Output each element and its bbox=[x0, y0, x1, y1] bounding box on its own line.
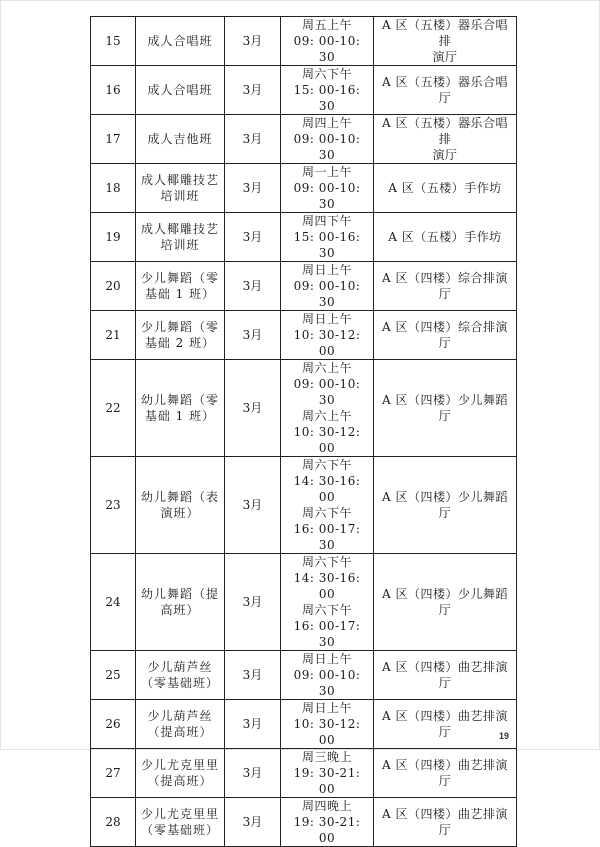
month-cell: 3月 bbox=[225, 17, 281, 66]
page-number: 19 bbox=[498, 731, 509, 741]
time-cell bbox=[281, 311, 374, 360]
location-cell bbox=[374, 311, 517, 360]
class-name-cell-line: 基础 1 班） bbox=[144, 287, 216, 301]
class-name-cell bbox=[136, 17, 225, 66]
location-cell-line: A 区（四楼）曲艺排演厅 bbox=[382, 758, 508, 788]
class-name-cell-line: 基础 1 班） bbox=[144, 409, 216, 423]
month-cell: 3月 bbox=[225, 213, 281, 262]
time-cell bbox=[281, 651, 374, 700]
time-cell bbox=[281, 554, 374, 651]
class-name-cell-line: 少儿葫芦丝 bbox=[147, 660, 213, 674]
time-cell-line: 周四上午 bbox=[301, 116, 352, 130]
location-cell-line: A 区（四楼）综合排演厅 bbox=[382, 271, 508, 301]
schedule-table bbox=[90, 16, 517, 847]
class-name-cell-line: （零基础班） bbox=[140, 676, 219, 690]
class-name-cell-line: 成人吉他班 bbox=[147, 132, 213, 146]
class-name-cell bbox=[136, 749, 225, 798]
table-row bbox=[91, 749, 517, 798]
month-cell: 3月 bbox=[225, 798, 281, 847]
class-name-cell-line: 高班） bbox=[160, 603, 200, 617]
location-cell bbox=[374, 115, 517, 164]
location-cell bbox=[374, 798, 517, 847]
class-name-cell bbox=[136, 213, 225, 262]
location-cell bbox=[374, 262, 517, 311]
time-cell-line: 周五上午 bbox=[301, 18, 352, 32]
row-number-cell: 25 bbox=[91, 651, 136, 700]
time-cell bbox=[281, 213, 374, 262]
time-cell-line: 15: 00-16: 30 bbox=[293, 230, 361, 260]
class-name-cell-line: 成人椰雕技艺 bbox=[140, 222, 219, 236]
class-name-cell bbox=[136, 262, 225, 311]
row-number-cell: 23 bbox=[91, 457, 136, 554]
location-cell-line: A 区（五楼）器乐合唱排 bbox=[382, 18, 508, 48]
month-cell: 3月 bbox=[225, 360, 281, 457]
time-cell bbox=[281, 164, 374, 213]
time-cell-line: 10: 30-12: 00 bbox=[293, 328, 361, 358]
time-cell bbox=[281, 798, 374, 847]
class-name-cell-line: （提高班） bbox=[147, 774, 213, 788]
month-cell: 3月 bbox=[225, 262, 281, 311]
class-name-cell-line: 少儿尤克里里 bbox=[140, 758, 219, 772]
class-name-cell-line: 演班） bbox=[160, 506, 200, 520]
row-number-cell: 24 bbox=[91, 554, 136, 651]
time-cell-line: 14: 30-16: 00 bbox=[293, 571, 361, 601]
location-cell-line: A 区（五楼）器乐合唱厅 bbox=[382, 75, 508, 105]
time-cell-line: 周六下午 bbox=[301, 603, 352, 617]
time-cell bbox=[281, 115, 374, 164]
class-name-cell bbox=[136, 115, 225, 164]
time-cell-line: 周六上午 bbox=[301, 361, 352, 375]
location-cell-line: A 区（五楼）器乐合唱排 bbox=[382, 116, 508, 146]
time-cell-line: 周日上午 bbox=[301, 312, 352, 326]
class-name-cell-line: 幼儿舞蹈（提 bbox=[140, 587, 219, 601]
time-cell-line: 19: 30-21: 00 bbox=[293, 815, 361, 845]
time-cell bbox=[281, 749, 374, 798]
location-cell-line: A 区（四楼）少儿舞蹈厅 bbox=[382, 393, 508, 423]
location-cell bbox=[374, 360, 517, 457]
location-cell-line: A 区（四楼）曲艺排演厅 bbox=[382, 807, 508, 837]
row-number-cell: 21 bbox=[91, 311, 136, 360]
table-row bbox=[91, 66, 517, 115]
month-cell: 3月 bbox=[225, 700, 281, 749]
class-name-cell bbox=[136, 457, 225, 554]
time-cell-line: 10: 30-12: 00 bbox=[293, 425, 361, 455]
table-row bbox=[91, 457, 517, 554]
location-cell-line: A 区（四楼）曲艺排演厅 bbox=[382, 660, 508, 690]
table-row bbox=[91, 164, 517, 213]
row-number-cell: 17 bbox=[91, 115, 136, 164]
month-cell: 3月 bbox=[225, 164, 281, 213]
row-number-cell: 15 bbox=[91, 17, 136, 66]
class-name-cell bbox=[136, 311, 225, 360]
class-name-cell bbox=[136, 66, 225, 115]
table-row bbox=[91, 115, 517, 164]
class-name-cell bbox=[136, 798, 225, 847]
class-name-cell-line: 少儿舞蹈（零 bbox=[140, 320, 219, 334]
class-name-cell-line: 培训班 bbox=[160, 189, 200, 203]
row-number-cell: 28 bbox=[91, 798, 136, 847]
time-cell-line: 10: 30-12: 00 bbox=[293, 717, 361, 747]
schedule-table-body bbox=[91, 17, 517, 847]
month-cell: 3月 bbox=[225, 311, 281, 360]
time-cell-line: 14: 30-16: 00 bbox=[293, 474, 361, 504]
location-cell bbox=[374, 700, 517, 749]
table-row bbox=[91, 360, 517, 457]
time-cell-line: 周一上午 bbox=[301, 165, 352, 179]
time-cell-line: 16: 00-17: 30 bbox=[293, 522, 361, 552]
time-cell-line: 周六下午 bbox=[301, 506, 352, 520]
row-number-cell: 19 bbox=[91, 213, 136, 262]
location-cell bbox=[374, 164, 517, 213]
row-number-cell: 20 bbox=[91, 262, 136, 311]
time-cell bbox=[281, 66, 374, 115]
class-name-cell-line: 成人椰雕技艺 bbox=[140, 173, 219, 187]
class-name-cell-line: 成人合唱班 bbox=[147, 34, 213, 48]
location-cell bbox=[374, 457, 517, 554]
month-cell: 3月 bbox=[225, 554, 281, 651]
month-cell: 3月 bbox=[225, 115, 281, 164]
location-cell bbox=[374, 749, 517, 798]
time-cell-line: 周六下午 bbox=[301, 67, 352, 81]
table-row bbox=[91, 554, 517, 651]
time-cell bbox=[281, 700, 374, 749]
location-cell-line: 演厅 bbox=[432, 50, 458, 64]
time-cell-line: 周六下午 bbox=[301, 458, 352, 472]
class-name-cell bbox=[136, 164, 225, 213]
class-name-cell-line: 基础 2 班） bbox=[144, 336, 216, 350]
class-name-cell bbox=[136, 554, 225, 651]
location-cell-line: A 区（五楼）手作坊 bbox=[388, 230, 502, 244]
location-cell-line: A 区（四楼）少儿舞蹈厅 bbox=[382, 490, 508, 520]
month-cell: 3月 bbox=[225, 457, 281, 554]
location-cell-line: A 区（四楼）综合排演厅 bbox=[382, 320, 508, 350]
row-number-cell: 18 bbox=[91, 164, 136, 213]
time-cell-line: 周日上午 bbox=[301, 652, 352, 666]
class-name-cell bbox=[136, 360, 225, 457]
time-cell-line: 09: 00-10: 30 bbox=[293, 181, 361, 211]
class-name-cell-line: 少儿葫芦丝 bbox=[147, 709, 213, 723]
table-row bbox=[91, 311, 517, 360]
class-name-cell-line: 成人合唱班 bbox=[147, 83, 213, 97]
time-cell-line: 09: 00-10: 30 bbox=[293, 279, 361, 309]
table-row bbox=[91, 798, 517, 847]
time-cell bbox=[281, 17, 374, 66]
table-row bbox=[91, 262, 517, 311]
table-row bbox=[91, 700, 517, 749]
class-name-cell bbox=[136, 700, 225, 749]
time-cell-line: 周四晚上 bbox=[301, 799, 352, 813]
time-cell-line: 16: 00-17: 30 bbox=[293, 619, 361, 649]
time-cell bbox=[281, 457, 374, 554]
month-cell: 3月 bbox=[225, 749, 281, 798]
time-cell-line: 09: 00-10: 30 bbox=[293, 34, 361, 64]
month-cell: 3月 bbox=[225, 66, 281, 115]
class-name-cell-line: 培训班 bbox=[160, 238, 200, 252]
time-cell-line: 09: 00-10: 30 bbox=[293, 668, 361, 698]
location-cell bbox=[374, 213, 517, 262]
time-cell-line: 09: 00-10: 30 bbox=[293, 132, 361, 162]
location-cell-line: A 区（五楼）手作坊 bbox=[388, 181, 502, 195]
time-cell-line: 周日上午 bbox=[301, 701, 352, 715]
row-number-cell: 22 bbox=[91, 360, 136, 457]
location-cell-line: 演厅 bbox=[432, 148, 458, 162]
row-number-cell: 27 bbox=[91, 749, 136, 798]
time-cell-line: 周三晚上 bbox=[301, 750, 352, 764]
time-cell-line: 周四下午 bbox=[301, 214, 352, 228]
table-row bbox=[91, 17, 517, 66]
location-cell bbox=[374, 554, 517, 651]
location-cell bbox=[374, 17, 517, 66]
class-name-cell-line: 少儿舞蹈（零 bbox=[140, 271, 219, 285]
time-cell bbox=[281, 360, 374, 457]
time-cell-line: 周日上午 bbox=[301, 263, 352, 277]
row-number-cell: 26 bbox=[91, 700, 136, 749]
location-cell bbox=[374, 651, 517, 700]
class-name-cell bbox=[136, 651, 225, 700]
class-name-cell-line: （提高班） bbox=[147, 725, 213, 739]
row-number-cell: 16 bbox=[91, 66, 136, 115]
time-cell-line: 周六下午 bbox=[301, 555, 352, 569]
class-name-cell-line: 幼儿舞蹈（零 bbox=[140, 393, 219, 407]
location-cell bbox=[374, 66, 517, 115]
table-row bbox=[91, 651, 517, 700]
class-name-cell-line: 少儿尤克里里 bbox=[140, 807, 219, 821]
time-cell bbox=[281, 262, 374, 311]
table-row bbox=[91, 213, 517, 262]
class-name-cell-line: （零基础班） bbox=[140, 823, 219, 837]
location-cell-line: A 区（四楼）少儿舞蹈厅 bbox=[382, 587, 508, 617]
time-cell-line: 09: 00-10: 30 bbox=[293, 377, 361, 407]
class-name-cell-line: 幼儿舞蹈（表 bbox=[140, 490, 219, 504]
time-cell-line: 15: 00-16: 30 bbox=[293, 83, 361, 113]
location-cell-line: A 区（四楼）曲艺排演厅 bbox=[382, 709, 508, 739]
time-cell-line: 19: 30-21: 00 bbox=[293, 766, 361, 796]
month-cell: 3月 bbox=[225, 651, 281, 700]
time-cell-line: 周六上午 bbox=[301, 409, 352, 423]
